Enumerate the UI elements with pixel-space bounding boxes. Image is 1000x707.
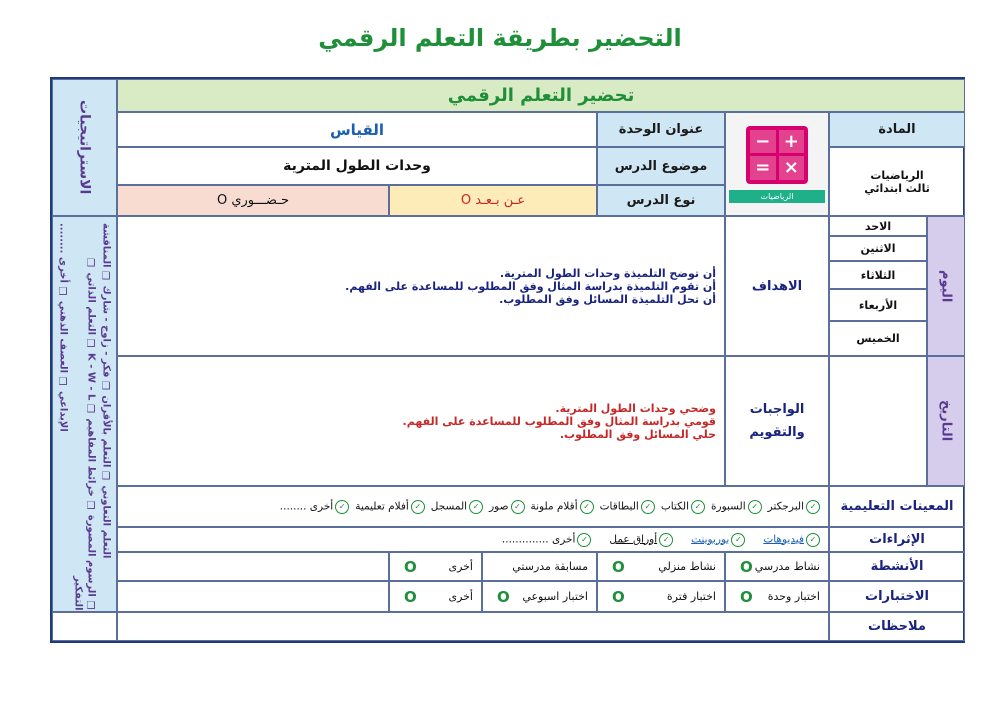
lesson-plan-table [50, 77, 965, 643]
aid-item[interactable]: ✓أفلام تعليمية [355, 500, 425, 514]
check-icon: ✓ [748, 500, 762, 514]
enrichment-item[interactable]: ✓أخرى .............. [502, 533, 592, 547]
check-icon: ✓ [691, 500, 705, 514]
calculator-icon: + − × = [746, 126, 808, 184]
tests-label [829, 581, 965, 612]
homework-line: وضحي وحدات الطول المترية. [555, 401, 716, 415]
radio-ring-icon: O [404, 557, 417, 576]
homework-label [725, 356, 829, 486]
check-icon: ✓ [580, 500, 594, 514]
enrichment-item[interactable]: ✓فيديوهات [763, 533, 820, 547]
enrichment-item[interactable]: ✓بوربوينت [691, 533, 745, 547]
strategies-col-3: الإبداعي ❑ العصف الذهني ❑ أخرى ........ [57, 223, 69, 432]
subject-grade: ثالث ابتدائي [864, 181, 930, 195]
objectives-content [117, 216, 725, 356]
test-3[interactable]: اختبار اسبوعي O [482, 581, 597, 612]
enrichment-label [829, 527, 965, 552]
check-icon: ✓ [731, 533, 745, 547]
enrichment-content [117, 527, 829, 552]
strategies-bottom [52, 612, 117, 641]
topic-value: وحدات الطول المترية [117, 147, 597, 185]
aids-list [118, 500, 828, 514]
strategies-header [52, 79, 117, 216]
aid-item[interactable]: ✓المسجل [431, 500, 483, 514]
unit-label: عنوان الوحدة [597, 112, 725, 147]
subject-label: المادة [829, 112, 965, 147]
type-label: نوع الدرس [597, 185, 725, 216]
subject-name: الرياضيات [870, 168, 924, 182]
strategies-col-1: التعلم التعاوني ❑ التعلم بالأقران ❑ فكر - زاوج - شارك ❑ المناقشة [100, 223, 112, 559]
homework-content [117, 356, 725, 486]
check-icon: ✓ [469, 500, 483, 514]
check-icon: ✓ [511, 500, 525, 514]
check-icon: ✓ [335, 500, 349, 514]
unit-value: القياس [117, 112, 597, 147]
test-blank [117, 581, 389, 612]
tests-label-text: الاختبارات [865, 589, 930, 604]
type-inperson[interactable]: حـضـــوري O [117, 185, 389, 216]
check-icon: ✓ [641, 500, 655, 514]
objective-line: أن تقوم التلميذة بدراسة المثال وفق المطلوب للمساعدة على الفهم. [345, 279, 716, 293]
objective-line: أن توضح التلميذة وحدات الطول المترية. [499, 266, 716, 280]
aid-item[interactable]: ✓البرجكتر [768, 500, 820, 514]
radio-ring-icon: O [497, 587, 510, 606]
check-icon: ✓ [806, 500, 820, 514]
day-0: الاحد [829, 216, 927, 236]
aid-item[interactable]: ✓أقلام ملونة [531, 500, 594, 514]
day-1: الاثنين [829, 236, 927, 261]
radio-ring-icon: O [612, 557, 625, 576]
aids-label-text: المعينات التعليمية [840, 499, 954, 514]
band-title-text: تحضير التعلم الرقمي [447, 85, 635, 106]
type-remote[interactable]: عـن بـعـد O [389, 185, 597, 216]
objective-line: أن تحل التلميذة المسائل وفق المطلوب. [499, 292, 716, 306]
subject-logo [725, 112, 829, 216]
check-icon: ✓ [577, 533, 591, 547]
radio-ring-icon: O [612, 587, 625, 606]
activity-3[interactable]: مسابقة مدرستي [482, 552, 597, 581]
homework-label-1: الواجبات [749, 402, 805, 417]
test-1[interactable]: اختبار وحدة O [725, 581, 829, 612]
date-value [829, 356, 927, 486]
homework-line: حلي المسائل وفق المطلوب. [559, 427, 716, 441]
activities-label [829, 552, 965, 581]
check-icon: ✓ [659, 533, 673, 547]
date-label: التاريخ [938, 400, 954, 442]
check-icon: ✓ [411, 500, 425, 514]
day-2: الثلاثاء [829, 261, 927, 289]
objectives-label [725, 216, 829, 356]
activity-1[interactable]: نشاط مدرسي O [725, 552, 829, 581]
aid-item[interactable]: ✓البطاقات [600, 500, 655, 514]
logo-caption: الرياضيات [729, 190, 825, 203]
date-header [927, 356, 965, 486]
subject-value [829, 147, 965, 216]
aid-item[interactable]: ✓الكتاب [661, 500, 705, 514]
activity-4[interactable]: أخرى O [389, 552, 482, 581]
radio-ring-icon: O [740, 557, 753, 576]
topic-label: موضوع الدرس [597, 147, 725, 185]
enrichment-list [118, 533, 828, 547]
notes-label [829, 612, 965, 641]
activities-label-text: الأنشطة [870, 559, 924, 574]
homework-label-2: والتقويم [749, 425, 805, 440]
band-title [117, 79, 965, 112]
activity-blank [117, 552, 389, 581]
test-4[interactable]: أخرى O [389, 581, 482, 612]
strategies-list [52, 216, 117, 612]
aid-item[interactable]: ✓السبورة [711, 500, 762, 514]
aids-label [829, 486, 965, 527]
check-icon: ✓ [806, 533, 820, 547]
notes-label-text: ملاحظات [868, 619, 926, 634]
test-2[interactable]: اختبار فترة O [597, 581, 725, 612]
day-label: اليوم [938, 269, 954, 303]
activity-2[interactable]: نشاط منزلي O [597, 552, 725, 581]
day-4: الخميس [829, 321, 927, 356]
aids-content [117, 486, 829, 527]
day-3: الأربعاء [829, 289, 927, 321]
aid-item[interactable]: ✓صور [489, 500, 524, 514]
enrichment-item[interactable]: ✓أوراق عمل [609, 533, 673, 547]
radio-ring-icon: O [404, 587, 417, 606]
radio-ring-icon: O [740, 587, 753, 606]
enrichment-label-text: الإثراءات [869, 532, 925, 547]
strategies-label: الاستراتيجيات [76, 100, 93, 195]
homework-line: قومي بدراسة المثال وفق المطلوب للمساعدة على الفهم. [402, 414, 716, 428]
strategies-col-2: ❑ الرسوم المصورة ❑ خرائط المفاهيم ❑ K - W - L ❑ التعلم الذاتي ❑ التفكير [72, 257, 97, 611]
objectives-label-text: الاهداف [751, 278, 803, 294]
aid-item[interactable]: ✓أخرى ........ [280, 500, 349, 514]
notes-content[interactable] [117, 612, 829, 641]
day-header [927, 216, 965, 356]
page-title: التحضير بطريقة التعلم الرقمي [318, 24, 682, 52]
